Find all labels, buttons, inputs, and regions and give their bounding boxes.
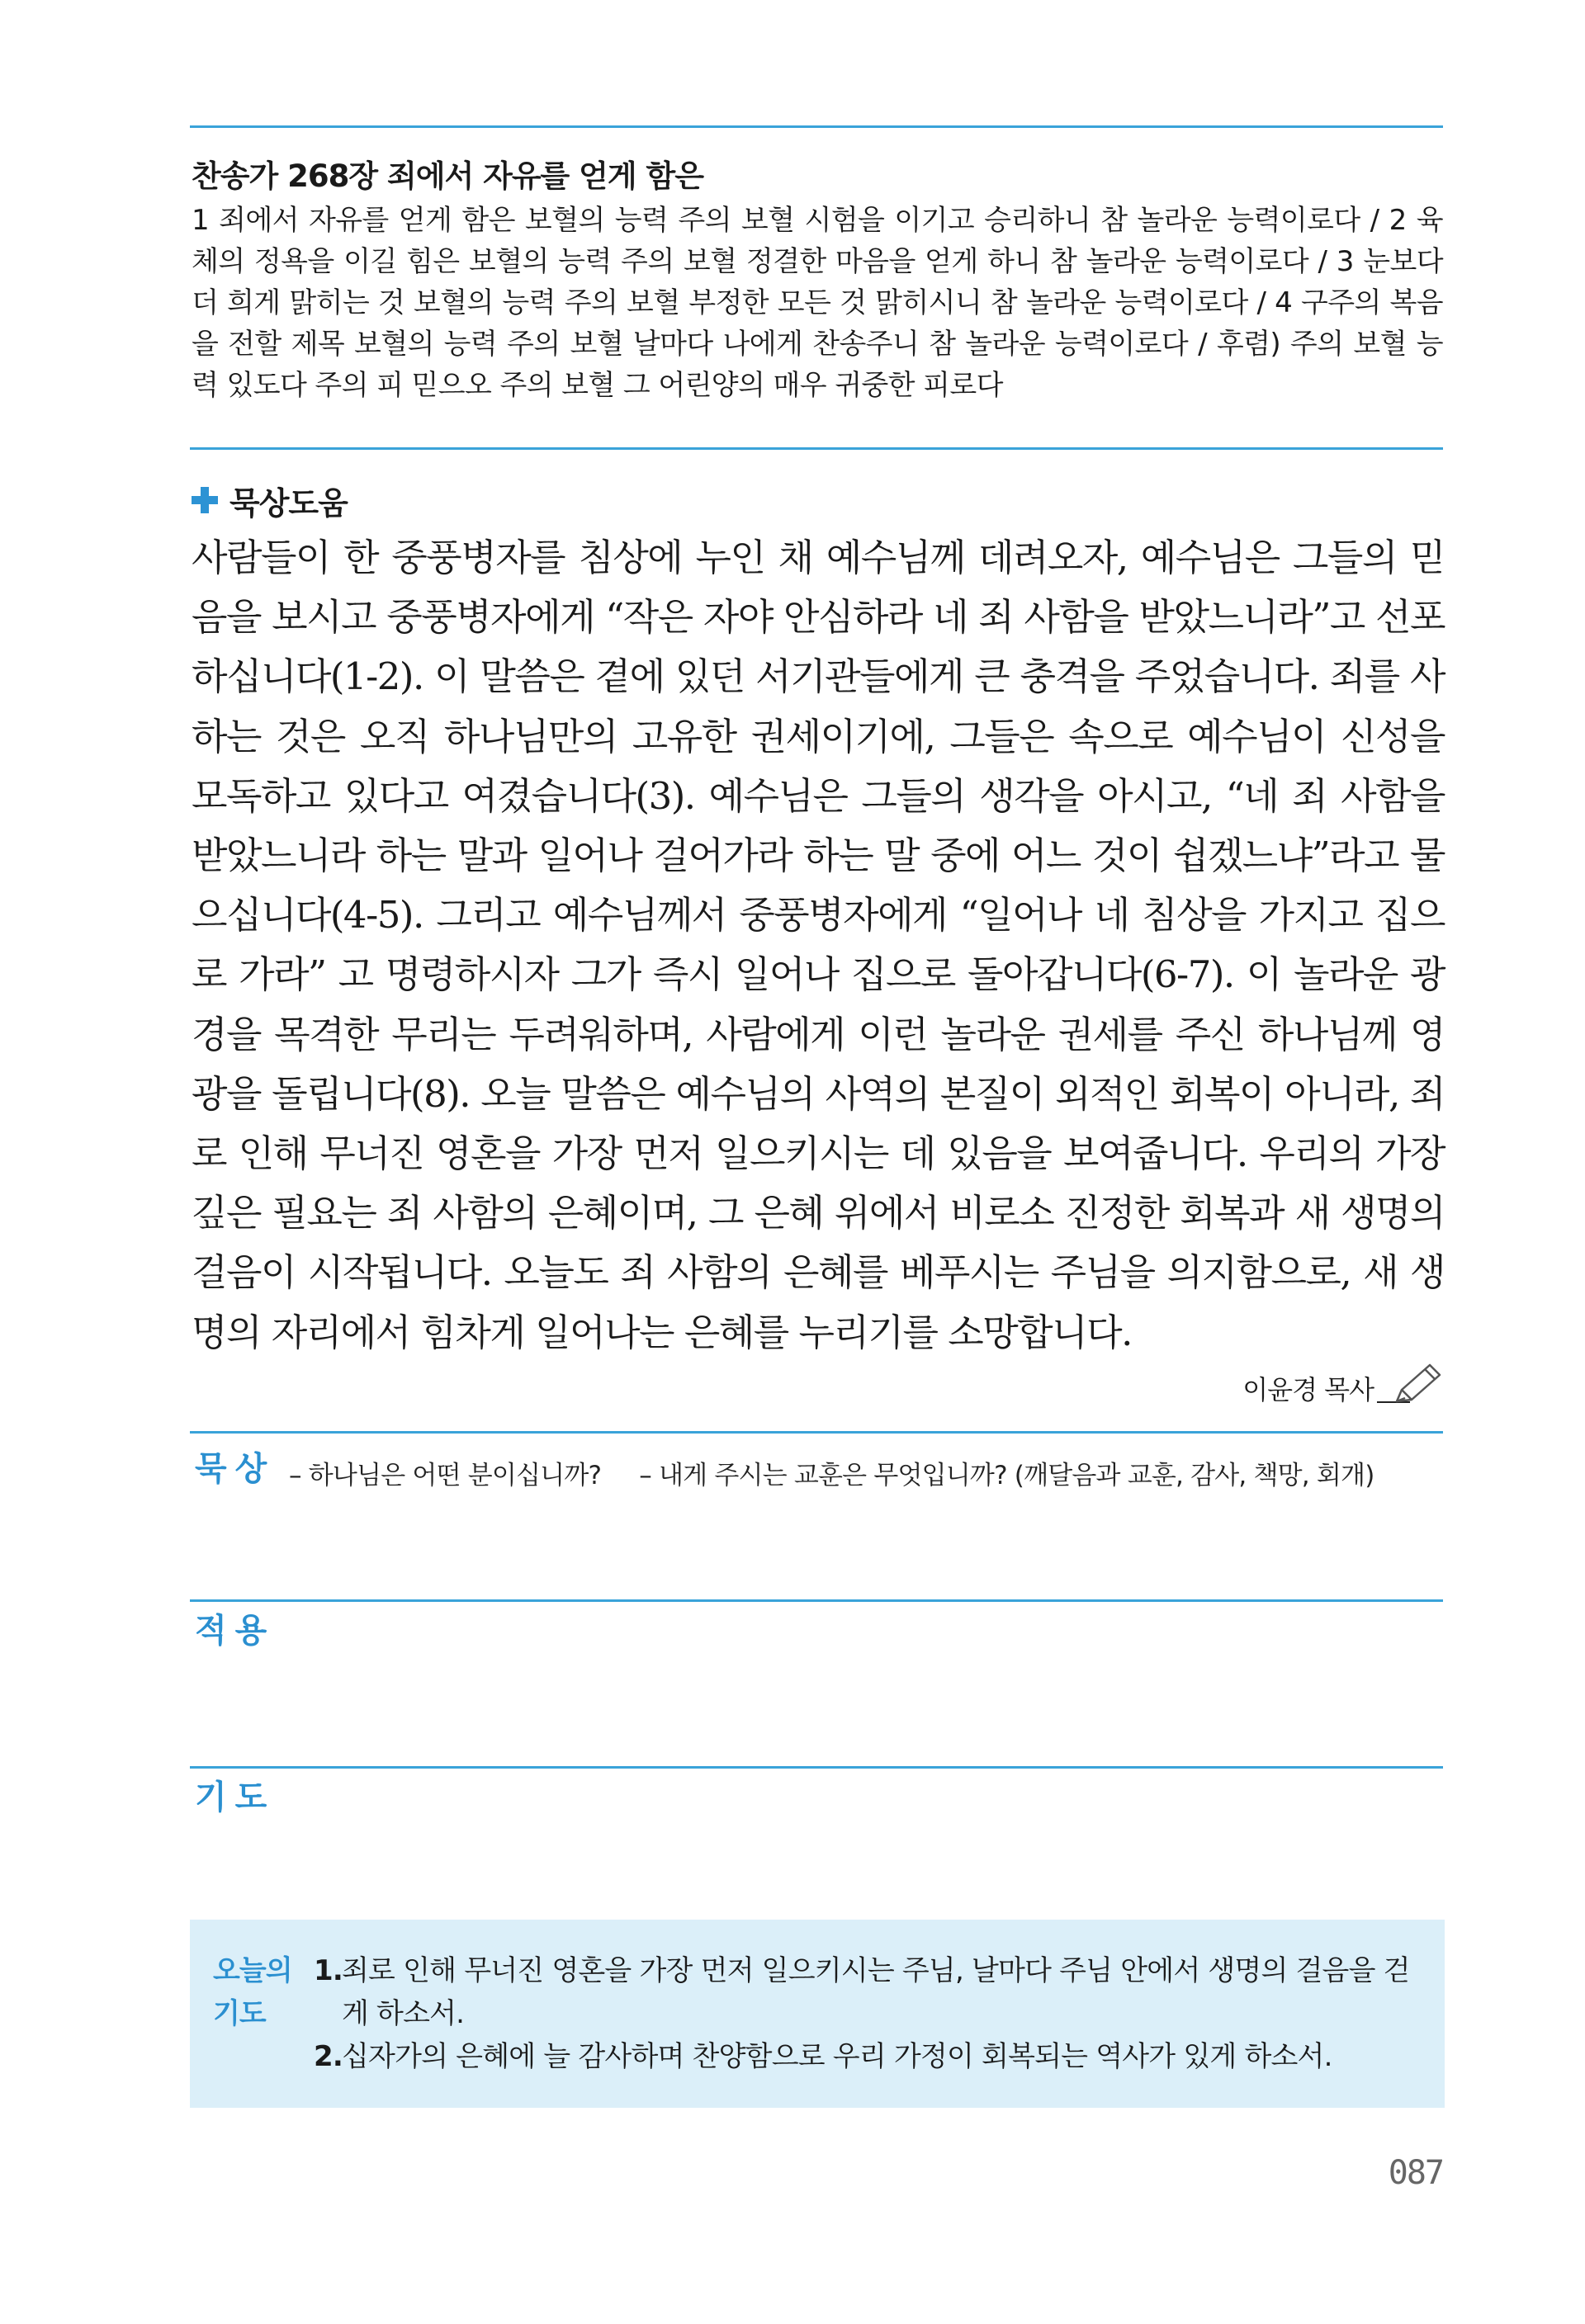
hymn-section bbox=[192, 155, 1443, 406]
todays-prayer-label bbox=[213, 1949, 304, 2035]
prayer-rule bbox=[190, 1766, 1443, 1769]
muksang-label: 묵상 bbox=[195, 1450, 276, 1488]
hymn-bottom-rule bbox=[190, 447, 1443, 450]
hymn-title: 찬송가 268장 죄에서 자유를 얻게 함은 bbox=[192, 158, 704, 194]
muksang-rule bbox=[190, 1431, 1443, 1434]
todays-prayer-list bbox=[314, 1949, 1420, 2078]
application-label: 적용 bbox=[195, 1612, 276, 1650]
prayer-label: 기도 bbox=[195, 1778, 276, 1816]
prayer-item-text: 죄로 인해 무너진 영혼을 가장 먼저 일으키시는 주님, 날마다 주님 안에서 생명의 걸음을 걷게 하소서. bbox=[342, 1954, 1410, 2030]
plus-icon bbox=[192, 487, 218, 513]
todays-prayer-label-line2: 기도 bbox=[213, 1997, 266, 2030]
todays-prayer-box bbox=[190, 1920, 1445, 2108]
author-name: 이윤경 목사 bbox=[1242, 1374, 1374, 1405]
application-rule bbox=[190, 1599, 1443, 1602]
top-rule bbox=[190, 125, 1443, 128]
prayer-item-text: 십자가의 은혜에 늘 감사하며 찬양함으로 우리 가정이 회복되는 역사가 있게 하소서. bbox=[342, 2040, 1332, 2073]
author-signature bbox=[1242, 1360, 1445, 1410]
todays-prayer-label-line1: 오늘의 bbox=[213, 1954, 292, 1987]
hymn-lyrics: 1 죄에서 자유를 얻게 함은 보혈의 능력 주의 보혈 시험을 이기고 승리하니 참 놀라운 능력이로다 / 2 육체의 정욕을 이길 힘은 보혈의 능력 주의 보혈 정결한 마음을 얻게 하니 참 놀라운 능력이로다 / 3 눈보다 더 희게 맑히는 것 보혈의 능력 주의 보혈 부정한 모든 것 맑히시니 참 놀라운 능력이로다 / 4 구주의 복음을 전할 제목 보혈의 능력 주의 보혈 날마다 나에게 찬송주니 참 놀라운 능력이로다 / 후렴) 주의 보혈 능력 있도다 주의 피 믿으오 주의 보혈 그 어린양의 매우 귀중한 피로다 bbox=[192, 204, 1443, 402]
muksang-prompts bbox=[289, 1454, 1374, 1491]
pencil-icon bbox=[1385, 1360, 1445, 1410]
meditation-heading-label: 묵상도움 bbox=[229, 484, 348, 522]
prayer-item bbox=[314, 1949, 1420, 2035]
meditation-heading bbox=[192, 477, 348, 523]
muksang-prompt-god: – 하나님은 어떤 분이십니까? bbox=[289, 1461, 602, 1490]
meditation-body: 사람들이 한 중풍병자를 침상에 누인 채 예수님께 데려오자, 예수님은 그들의 믿음을 보시고 중풍병자에게 “작은 자야 안심하라 네 죄 사함을 받았느니라”고 선포하십니다(1-2). 이 말씀은 곁에 있던 서기관들에게 큰 충격을 주었습니다. 죄를 사하는 것은 오직 하나님만의 고유한 권세이기에, 그들은 속으로 예수님이 신성을 모독하고 있다고 여겼습니다(3). 예수님은 그들의 생각을 아시고, “네 죄 사함을 받았느니라 하는 말과 일어나 걸어가라 하는 말 중에 어느 것이 쉽겠느냐”라고 물으십니다(4-5). 그리고 예수님께서 중풍병자에게 “일어나 네 침상을 가지고 집으로 가라” 고 명령하시자 그가 즉시 일어나 집으로 돌아갑니다(6-7). 이 놀라운 광경을 목격한 무리는 두려워하며, 사람에게 이런 놀라운 권세를 주신 하나님께 영광을 돌립니다(8). 오늘 말씀은 예수님의 사역의 본질이 외적인 회복이 아니라, 죄로 인해 무너진 영혼을 가장 먼저 일으키시는 데 있음을 보여줍니다. 우리의 가장 깊은 필요는 죄 사함의 은혜이며, 그 은혜 위에서 비로소 진정한 회복과 새 생명의 걸음이 시작됩니다. 오늘도 죄 사함의 은혜를 베푸시는 주님을 의지함으로, 새 생명의 자리에서 힘차게 일어나는 은혜를 누리기를 소망합니다. bbox=[192, 536, 1445, 1354]
page-number: 087 bbox=[1388, 2154, 1443, 2192]
prayer-item-number: 2. bbox=[314, 2040, 343, 2073]
prayer-item bbox=[314, 2035, 1420, 2078]
prayer-item-number: 1. bbox=[314, 1954, 343, 1987]
muksang-prompt-lesson: – 내게 주시는 교훈은 무엇입니까? (깨달음과 교훈, 감사, 책망, 회개) bbox=[639, 1461, 1374, 1490]
